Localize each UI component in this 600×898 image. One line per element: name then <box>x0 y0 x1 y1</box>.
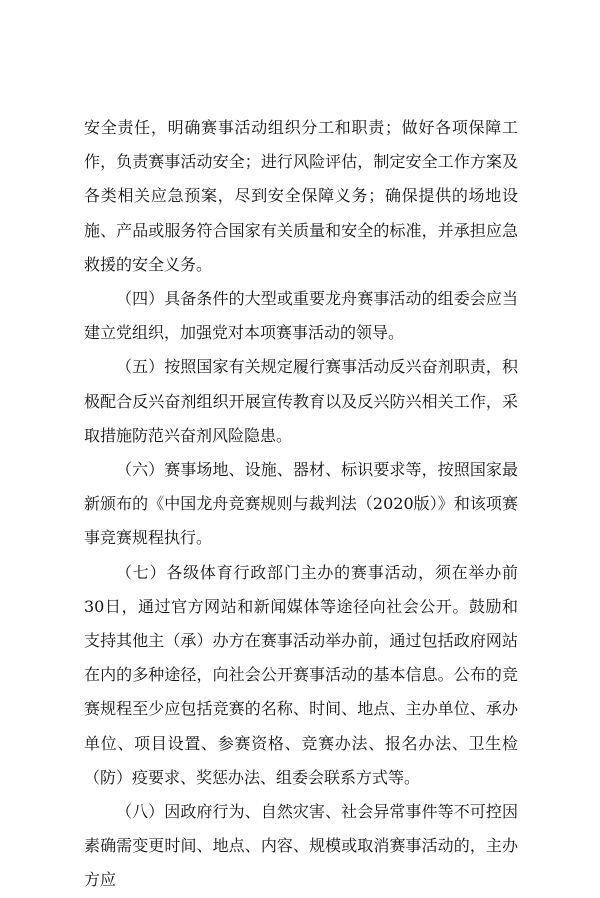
paragraph-item-6: （六）赛事场地、设施、器材、标识要求等，按照国家最新颁布的《中国龙舟竞赛规则与裁判法（2020版）》和该项赛事竞赛规程执行。 <box>84 460 518 548</box>
paragraph-item-7: （七）各级体育行政部门主办的赛事活动，须在举办前30日，通过官方网站和新闻媒体等途径向社会公开。鼓励和支持其他主（承）办方在赛事活动举办前，通过包括政府网站在内的多种途径，向社会公开赛事活动的基本信息。公布的竞赛规程至少应包括竞赛的名称、时间、地点、主办单位、承办单位、项目设置、参赛资格、竞赛办法、报名办法、卫生检（防）疫要求、奖惩办法、组委会联系方式等。 <box>84 562 518 787</box>
paragraph-item-5: （五）按照国家有关规定履行赛事活动反兴奋剂职责，积极配合反兴奋剂组织开展宣传教育以及反兴防兴相关工作，采取措施防范兴奋剂风险隐患。 <box>84 357 518 445</box>
document-body <box>84 111 518 898</box>
paragraph-item-4: （四）具备条件的大型或重要龙舟赛事活动的组委会应当建立党组织，加强党对本项赛事活动的领导。 <box>84 289 518 343</box>
paragraph-item-8: （八）因政府行为、自然灾害、社会异常事件等不可控因素确需变更时间、地点、内容、规模或取消赛事活动的，主办方应 <box>84 802 518 890</box>
paragraph-continuation: 安全责任，明确赛事活动组织分工和职责；做好各项保障工作，负责赛事活动安全；进行风险评估，制定安全工作方案及各类相关应急预案，尽到安全保障义务；确保提供的场地设施、产品或服务符合国家有关质量和安全的标准，并承担应急救援的安全义务。 <box>84 118 518 274</box>
